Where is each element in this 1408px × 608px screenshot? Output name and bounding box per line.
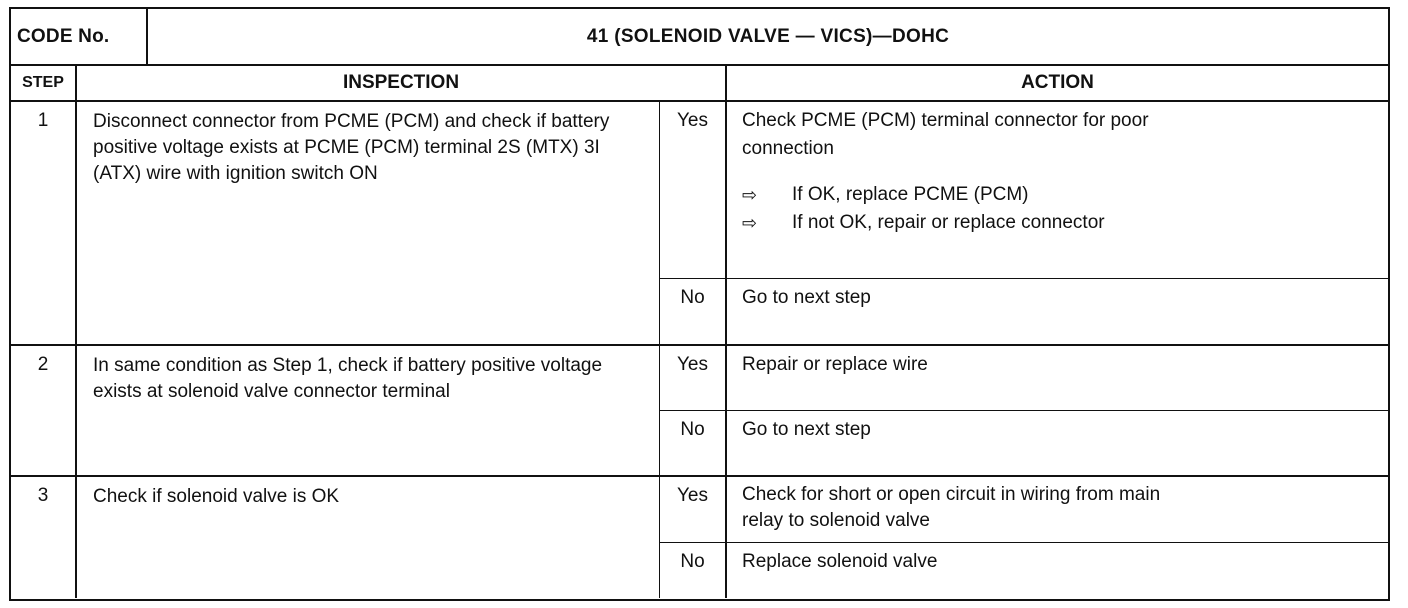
yes-branch	[660, 477, 1388, 543]
yes-label: Yes	[660, 102, 727, 278]
yes-label: Yes	[660, 477, 727, 542]
column-header-inspection: INSPECTION	[77, 66, 727, 100]
step-inspection: In same condition as Step 1, check if battery positive voltage exists at solenoid valve connector terminal	[77, 346, 660, 475]
step-number: 1	[11, 102, 77, 344]
no-label: No	[660, 543, 727, 598]
no-branch	[660, 279, 1388, 344]
yes-action: Repair or replace wire	[742, 354, 928, 375]
no-action: Go to next step	[742, 287, 871, 308]
arrow-right-icon: ⇨	[742, 213, 758, 233]
step-row-1	[11, 102, 1388, 346]
code-label: CODE No.	[11, 9, 148, 64]
bullet-text: If OK, replace PCME (PCM)	[792, 184, 1029, 205]
code-title: 41 (SOLENOID VALVE — VICS)—DOHC	[586, 25, 950, 47]
column-header-step: STEP	[11, 66, 77, 100]
no-label: No	[660, 411, 727, 475]
step-row-2	[11, 346, 1388, 477]
step-row-3	[11, 477, 1388, 598]
step-inspection: Check if solenoid valve is OK	[77, 477, 660, 598]
yes-branch	[660, 346, 1388, 411]
bullet-text: If not OK, repair or replace connector	[792, 212, 1105, 233]
no-action: Replace solenoid valve	[742, 551, 938, 572]
no-branch	[660, 543, 1388, 598]
no-branch	[660, 411, 1388, 475]
arrow-right-icon: ⇨	[742, 185, 758, 205]
column-header-action: ACTION	[1021, 72, 1094, 93]
action-text: Check PCME (PCM) terminal connector for poor connection	[742, 110, 1149, 159]
code-row	[11, 9, 1388, 66]
step-number: 2	[11, 346, 77, 475]
yes-action: Check for short or open circuit in wiring from main relay to solenoid valve	[742, 484, 1161, 531]
step-number: 3	[11, 477, 77, 598]
yes-branch	[660, 102, 1388, 279]
diagnostic-table	[9, 7, 1390, 601]
no-label: No	[660, 279, 727, 344]
no-action: Go to next step	[742, 419, 871, 440]
column-header-row	[11, 66, 1388, 102]
action-bullet	[742, 181, 1388, 209]
action-bullet	[742, 209, 1388, 237]
step-inspection: Disconnect connector from PCME (PCM) and check if battery positive voltage exists at PCME (PCM) terminal 2S (MTX) 3I (ATX) wire with ignition switch ON	[77, 102, 660, 344]
yes-label: Yes	[660, 346, 727, 410]
yes-action	[727, 102, 1388, 278]
